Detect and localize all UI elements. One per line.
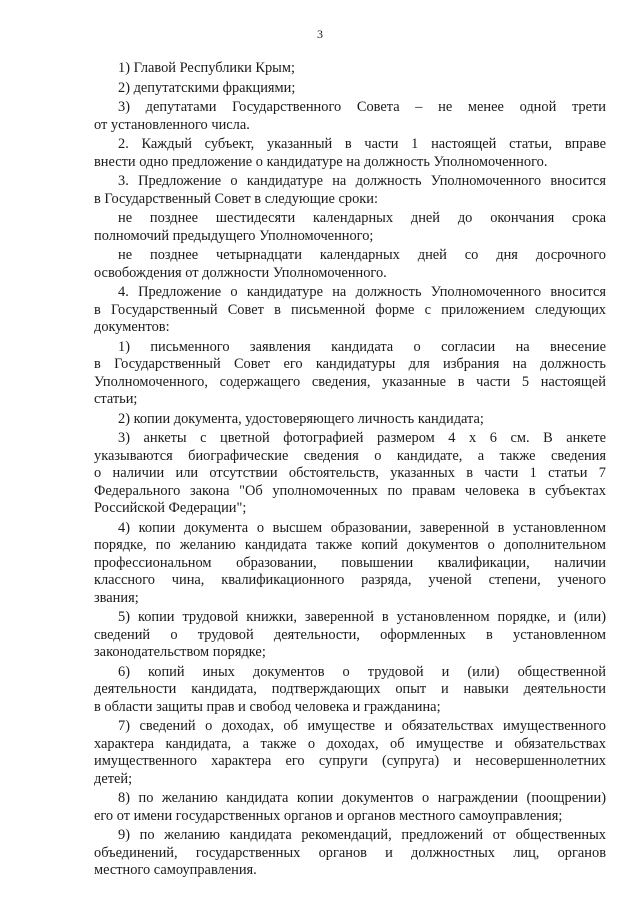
text-line: законодательством порядке; <box>94 644 266 660</box>
text-line: внести одно предложение о кандидатуре на должность Уполномоченного. <box>94 153 548 170</box>
text-line: о наличии или отсутствии обстоятельств, указанных в части 1 статьи 7 <box>94 465 606 481</box>
paragraph <box>118 411 606 429</box>
text-line: объединений, государственных органов и должностных лиц, органов <box>94 844 606 861</box>
text-line: в области защиты прав и свобод человека и гражданина; <box>94 698 441 715</box>
text-line: 4. Предложение о кандидатуре на должность Уполномоченного вносится <box>118 284 606 300</box>
document-body <box>94 60 606 882</box>
text-line: сведений о трудовой деятельности, оформленных в установленном <box>94 626 606 643</box>
paragraph <box>94 430 606 518</box>
text-line: 1) письменного заявления кандидата о согласии на внесение <box>118 338 606 355</box>
paragraph <box>94 247 606 282</box>
text-line: 2. Каждый субъект, указанный в части 1 настоящей статьи, вправе <box>118 136 606 152</box>
paragraph <box>94 718 606 788</box>
text-line: 9) по желанию кандидата рекомендаций, предложений от общественных <box>118 827 606 843</box>
text-line: 4) копии документа о высшем образовании, заверенной в установленном <box>118 519 606 536</box>
text-line: 7) сведений о доходах, об имуществе и обязательствах имущественного <box>118 718 606 734</box>
text-line: 6) копий иных документов о трудовой и (или) общественной <box>118 663 606 680</box>
paragraph <box>94 827 606 880</box>
text-line: деятельности кандидата, подтверждающих опыт и навыки деятельности <box>94 681 606 697</box>
paragraph <box>94 210 606 245</box>
text-line: порядке, по желанию кандидата также копий документов о дополнительном <box>94 537 606 553</box>
text-line: имущественного характера его супруги (супруга) и несовершеннолетних <box>94 753 606 769</box>
text-line: классного чина, квалификационного разряда, ученой степени, ученого <box>94 572 606 588</box>
text-line: звания; <box>94 589 139 606</box>
text-line: детей; <box>94 770 133 787</box>
text-line: 3) анкеты с цветной фотографией размером 4 х 6 см. В анкете <box>118 430 606 446</box>
text-line: указываются биографические сведения о кандидате, а также сведения <box>94 447 606 464</box>
text-line: 1) Главой Республики Крым; <box>118 60 295 76</box>
text-line: Федерального закона "Об уполномоченных по правам человека в субъектах <box>94 482 606 499</box>
paragraph <box>94 99 606 134</box>
text-line: 5) копии трудовой книжки, заверенной в установленном порядке, и (или) <box>118 609 606 625</box>
text-line: не позднее шестидесяти календарных дней до окончания срока <box>118 210 606 226</box>
text-line: документов: <box>94 319 170 335</box>
text-line: 3. Предложение о кандидатуре на должность Уполномоченного вносится <box>118 173 606 189</box>
text-line: характера кандидата, а также о доходах, об имуществе и обязательствах <box>94 735 606 752</box>
paragraph <box>94 284 606 337</box>
paragraph <box>94 519 606 608</box>
text-line: статьи; <box>94 391 138 407</box>
paragraph <box>94 663 606 717</box>
text-line: не позднее четырнадцати календарных дней со дня досрочного <box>118 247 606 263</box>
text-line: 8) по желанию кандидата копии документов о награждении (поощрении) <box>118 790 606 806</box>
paragraph <box>118 80 606 98</box>
text-line: 3) депутатами Государственного Совета – не менее одной трети <box>118 99 606 115</box>
paragraph <box>94 136 606 171</box>
text-line: от установленного числа. <box>94 116 250 133</box>
text-line: в Государственный Совет его кандидатуры для избрания на должность <box>94 356 606 372</box>
paragraph <box>94 338 606 409</box>
text-line: 2) копии документа, удостоверяющего личность кандидата; <box>118 410 484 427</box>
text-line: полномочий предыдущего Уполномоченного; <box>94 227 374 244</box>
paragraph <box>118 60 606 78</box>
page-number: 3 <box>317 27 323 41</box>
text-line: в Государственный Совет в следующие сроки: <box>94 190 378 207</box>
text-line: Уполномоченного, содержащего сведения, указанные в части 5 настоящей <box>94 373 606 390</box>
text-line: его от имени государственных органов и органов местного самоуправления; <box>94 807 563 824</box>
text-line: местного самоуправления. <box>94 862 257 878</box>
paragraph <box>94 790 606 825</box>
text-line: 2) депутатскими фракциями; <box>118 79 296 96</box>
paragraph <box>94 609 606 662</box>
text-line: в Государственный Совет в письменной форме с приложением следующих <box>94 301 606 318</box>
text-line: Российской Федерации"; <box>94 500 247 516</box>
paragraph <box>94 173 606 208</box>
text-line: профессиональном образовании, повышении квалификации, наличии <box>94 554 606 571</box>
text-line: освобождения от должности Уполномоченного. <box>94 264 387 281</box>
